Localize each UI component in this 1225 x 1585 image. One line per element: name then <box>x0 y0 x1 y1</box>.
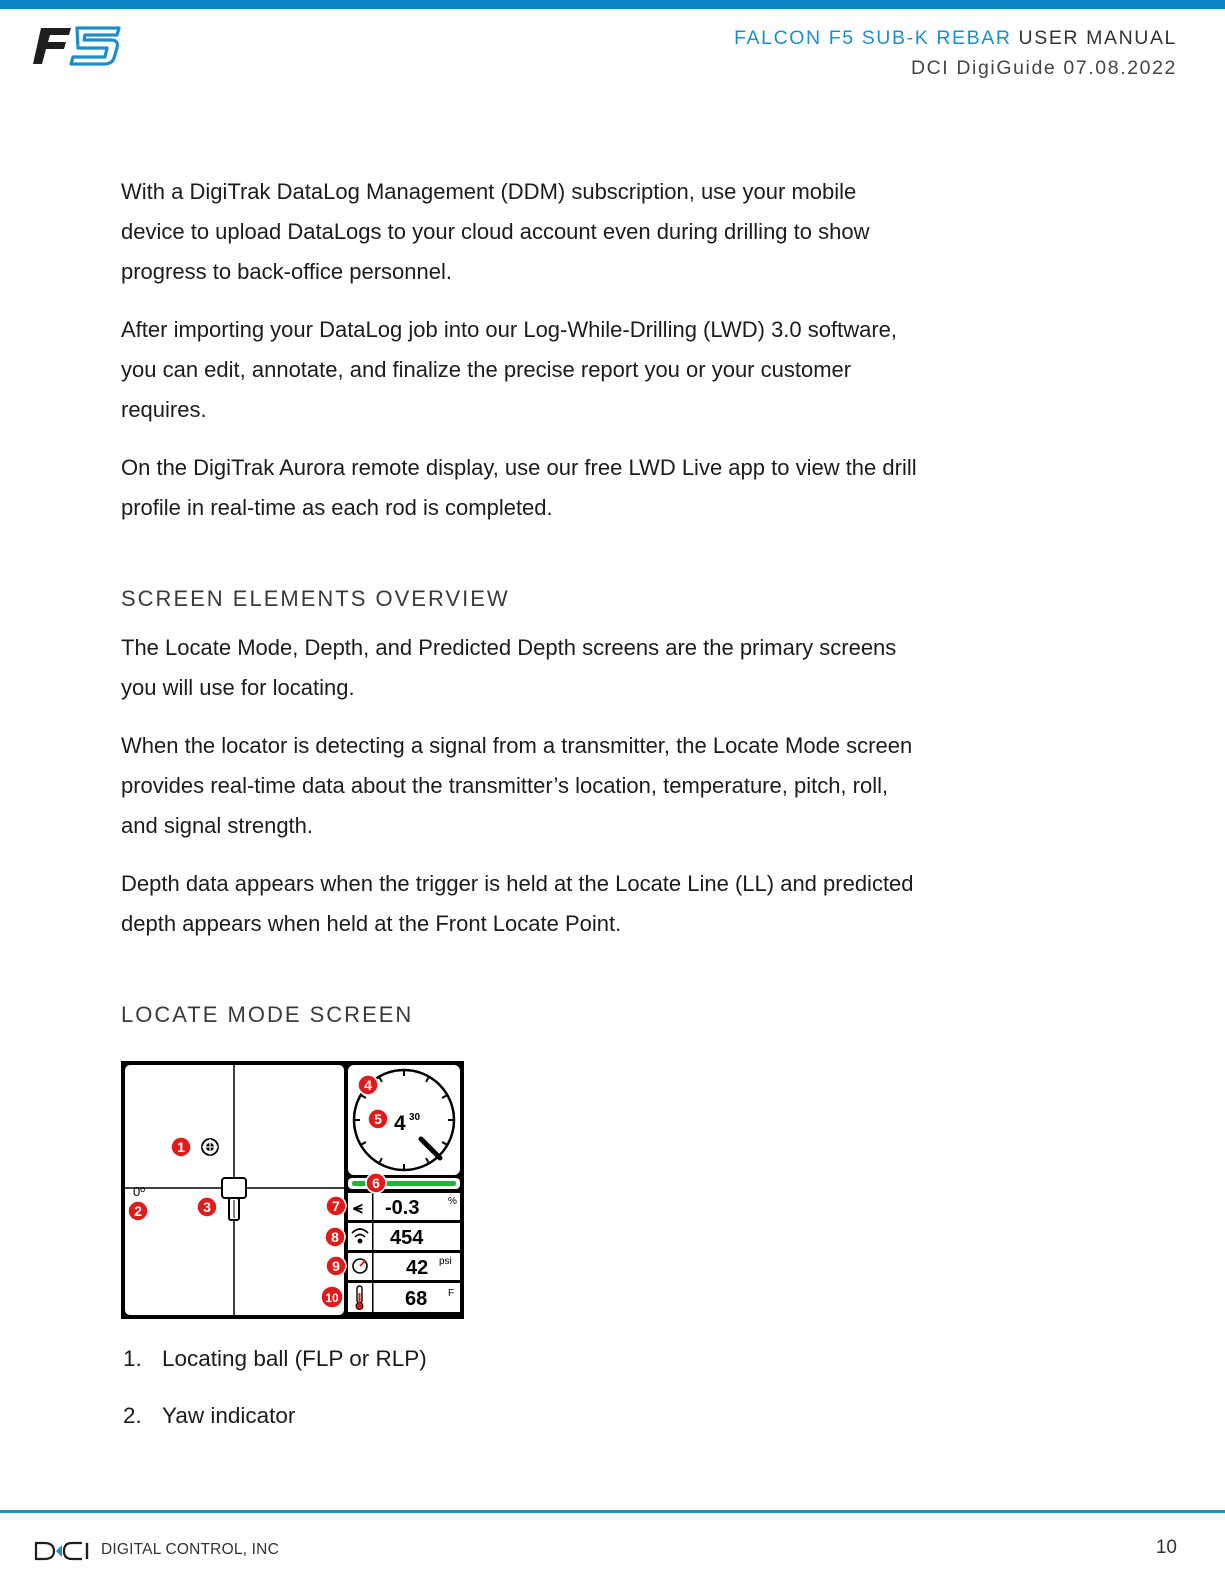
pressure-unit: psi <box>439 1256 452 1267</box>
pitch-row <box>348 1193 460 1220</box>
element-list <box>123 1344 823 1458</box>
paragraph-primary-screens: The Locate Mode, Depth, and Predicted Depth screens are the primary screens you will use for locating. <box>121 635 897 700</box>
header-guide-name: DCI DigiGuide <box>910 57 1057 79</box>
roll-superscript: 30 <box>409 1112 421 1123</box>
callout-3 <box>197 1197 217 1217</box>
header-guide-date: 07.08.2022 <box>1056 57 1177 79</box>
locating-ball-icon <box>202 1139 218 1155</box>
temperature-value: 68 <box>405 1288 428 1310</box>
list-item <box>123 1401 823 1431</box>
callout-8 <box>325 1227 345 1247</box>
paragraph-depth-data: Depth data appears when the trigger is held at the Locate Line (LL) and predicted depth appears when held at the Front Locate Point. <box>121 871 914 936</box>
callout-7 <box>326 1196 346 1216</box>
svg-text:7: 7 <box>332 1198 340 1214</box>
pitch-icon: ⪪ <box>353 1198 363 1217</box>
signal-value: 454 <box>390 1227 424 1249</box>
list-item <box>123 1344 823 1374</box>
callout-4 <box>358 1075 378 1095</box>
svg-text:5: 5 <box>374 1111 382 1127</box>
callout-6 <box>366 1173 386 1193</box>
svg-text:9: 9 <box>332 1258 340 1274</box>
top-accent-bar <box>0 0 1225 9</box>
header-product-name: FALCON F5 SUB-K REBAR <box>734 27 1012 49</box>
pressure-value: 42 <box>406 1257 429 1279</box>
svg-text:3: 3 <box>203 1199 211 1215</box>
list-item-text: Yaw indicator <box>162 1403 296 1428</box>
svg-text:4: 4 <box>364 1077 372 1093</box>
paragraph-lwd: After importing your DataLog job into our Log-While-Drilling (LWD) 3.0 software, you can edit, annotate, and finalize the precise report you or your customer requires. <box>121 317 898 422</box>
heading-locate-mode-screen: LOCATE MODE SCREEN <box>121 1002 414 1027</box>
paragraph-ddm: With a DigiTrak DataLog Management (DDM) subscription, use your mobile device to upload DataLogs to your cloud account even during drilling to show progress to back-office personnel. <box>121 179 870 284</box>
heading-screen-elements: SCREEN ELEMENTS OVERVIEW <box>121 586 510 611</box>
signal-row <box>348 1223 460 1250</box>
temperature-row <box>348 1283 460 1312</box>
page-number: 10 <box>1155 1537 1177 1558</box>
list-item-text: Locating ball (FLP or RLP) <box>162 1346 427 1371</box>
list-item-number: 2. <box>123 1403 142 1428</box>
header-manual-label: USER MANUAL <box>1011 27 1177 49</box>
callout-5 <box>368 1109 388 1129</box>
main-content <box>121 172 921 1030</box>
roll-value: 4 <box>394 1112 406 1135</box>
paragraph-aurora: On the DigiTrak Aurora remote display, use our free LWD Live app to view the drill profile in real-time as each rod is completed. <box>121 455 917 520</box>
svg-text:6: 6 <box>372 1175 380 1191</box>
footer-divider <box>0 1510 1225 1513</box>
callout-10 <box>321 1286 343 1308</box>
pressure-row <box>348 1253 460 1280</box>
callout-1 <box>171 1137 191 1157</box>
svg-text:2: 2 <box>134 1203 142 1219</box>
header-guide-line <box>911 57 1177 80</box>
locate-mode-screen-image <box>121 1061 464 1319</box>
svg-text:1: 1 <box>177 1139 185 1155</box>
pitch-unit: % <box>448 1196 457 1207</box>
temperature-unit: F <box>448 1288 455 1299</box>
callout-2 <box>128 1201 148 1221</box>
dci-logo <box>34 1541 90 1561</box>
callout-9 <box>326 1256 346 1276</box>
pitch-value: -0.3 <box>385 1197 420 1219</box>
svg-text:10: 10 <box>325 1291 339 1305</box>
footer-company: DIGITAL CONTROL, INC <box>101 1541 279 1558</box>
header-product-title <box>734 27 1177 50</box>
svg-text:8: 8 <box>331 1229 339 1245</box>
yaw-label: 0º <box>133 1184 145 1199</box>
list-item-number: 1. <box>123 1346 142 1371</box>
paragraph-locate-mode: When the locator is detecting a signal from a transmitter, the Locate Mode screen provides real-time data about the transmitter’s location, temperature, pitch, roll, and signal strength. <box>121 733 913 838</box>
f5-logo <box>33 26 123 66</box>
